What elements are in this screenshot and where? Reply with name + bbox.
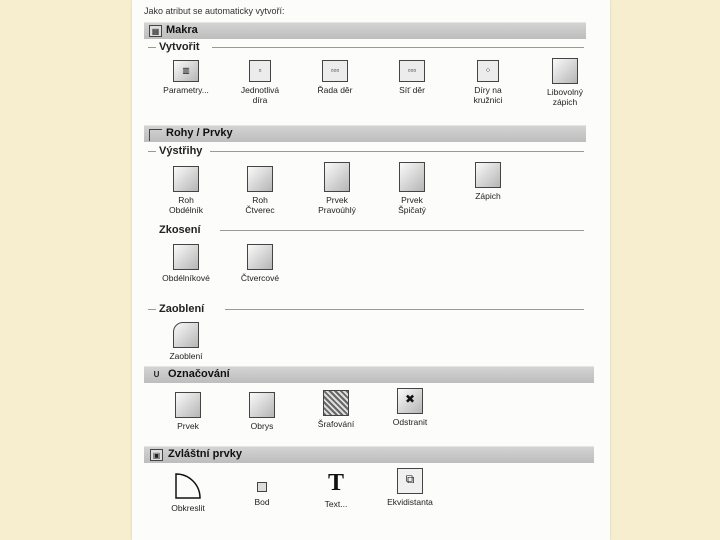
- mark-outline-icon: [249, 392, 275, 418]
- special-items-icon: ▣: [150, 449, 163, 461]
- chamfer-square-tool[interactable]: [230, 244, 290, 284]
- single-hole-label: Jednotlivá díra: [240, 85, 280, 105]
- feature-right-angle-icon: [324, 162, 350, 192]
- chamfer-rect-label: Obdélníkové: [162, 273, 210, 283]
- corner-square-tool[interactable]: [230, 166, 290, 216]
- subsection-vytvorit: Vytvořit: [159, 41, 200, 53]
- point-icon: [257, 482, 267, 492]
- corner-square-icon: [247, 166, 273, 192]
- mark-remove-icon: ✖: [397, 388, 423, 414]
- section-title-makra: Makra: [166, 24, 198, 36]
- circle-holes-label: Díry na kružnici: [473, 85, 503, 105]
- trace-label: Obkreslit: [171, 503, 205, 513]
- parameters-label: Parametry...: [163, 85, 209, 95]
- feature-pointed-tool[interactable]: [382, 162, 442, 216]
- divider: [225, 309, 584, 310]
- mark-outline-tool[interactable]: [232, 392, 292, 432]
- section-bar-makra: [144, 22, 586, 39]
- hole-grid-tool[interactable]: [382, 60, 442, 96]
- subsection-zaobleni: Zaoblení: [159, 303, 205, 315]
- feature-pointed-icon: [399, 162, 425, 192]
- feature-pointed-label: Prvek Špičatý: [398, 195, 426, 215]
- chamfer-rect-tool[interactable]: [156, 244, 216, 284]
- section-title-zvlastni: Zvláštní prvky: [168, 448, 242, 460]
- custom-notch-tool[interactable]: [535, 58, 595, 108]
- subsection-zkoseni: Zkosení: [159, 224, 201, 236]
- mark-feature-icon: [175, 392, 201, 418]
- text-icon: T: [327, 470, 344, 496]
- hole-row-icon: ▫▫▫: [322, 60, 348, 82]
- divider: [212, 47, 584, 48]
- circle-holes-icon: ⁘: [477, 60, 499, 82]
- notch-icon: [475, 162, 501, 188]
- mark-feature-tool[interactable]: [158, 392, 218, 432]
- trace-icon: [174, 472, 202, 500]
- parameters-tool[interactable]: [156, 60, 216, 96]
- custom-notch-label: Libovolný zápich: [547, 87, 583, 107]
- divider: [148, 309, 156, 310]
- fillet-tool[interactable]: [156, 322, 216, 362]
- divider: [220, 230, 584, 231]
- chamfer-square-icon: [247, 244, 273, 270]
- offset-tool[interactable]: [380, 468, 440, 508]
- fillet-icon: [173, 322, 199, 348]
- custom-notch-icon: [552, 58, 578, 84]
- corner-icon: [149, 129, 162, 141]
- subsection-vystrihy: Výstřihy: [159, 145, 203, 157]
- corner-rect-tool[interactable]: [156, 166, 216, 216]
- single-hole-tool[interactable]: [230, 60, 290, 106]
- circle-holes-tool[interactable]: [458, 60, 518, 106]
- mark-hatch-label: Šrafování: [317, 419, 355, 429]
- feature-right-angle-label: Prvek Pravoúhlý: [318, 195, 356, 215]
- intro-text: Jako atribut se automaticky vytvoří:: [144, 6, 285, 16]
- feature-right-angle-tool[interactable]: [307, 162, 367, 216]
- chamfer-square-label: Čtvercové: [240, 273, 280, 283]
- divider: [148, 47, 156, 48]
- divider: [210, 151, 584, 152]
- single-hole-icon: ▫: [249, 60, 271, 82]
- mark-hatch-icon: [323, 390, 349, 416]
- hole-row-tool[interactable]: [305, 60, 365, 96]
- offset-icon: ⧉: [397, 468, 423, 494]
- hole-grid-icon: ▫▫▫: [399, 60, 425, 82]
- chamfer-rect-icon: [173, 244, 199, 270]
- marking-icon: U: [153, 370, 160, 379]
- section-title-rohy: Rohy / Prvky: [166, 127, 233, 139]
- parameters-icon: ▥: [173, 60, 199, 82]
- hole-row-label: Řada děr: [317, 85, 353, 95]
- corner-square-label: Roh Čtverec: [245, 195, 275, 215]
- offset-label: Ekvidistanta: [387, 497, 433, 507]
- mark-remove-tool[interactable]: [380, 388, 440, 428]
- mark-hatch-tool[interactable]: [306, 390, 366, 430]
- quarter-arc-icon: [174, 472, 202, 500]
- point-tool[interactable]: [232, 476, 292, 508]
- text-label: Text...: [324, 499, 348, 509]
- divider: [148, 151, 156, 152]
- notch-tool[interactable]: [458, 162, 518, 202]
- corner-rect-label: Roh Obdélník: [168, 195, 204, 215]
- hole-grid-label: Síť děr: [399, 85, 425, 95]
- corner-rect-icon: [173, 166, 199, 192]
- mark-remove-label: Odstranit: [392, 417, 428, 427]
- mark-feature-label: Prvek: [177, 421, 199, 431]
- point-label: Bod: [254, 497, 270, 507]
- section-title-oznacovani: Označování: [168, 368, 230, 380]
- mark-outline-label: Obrys: [250, 421, 274, 431]
- fillet-label: Zaoblení: [169, 351, 203, 361]
- text-tool[interactable]: [306, 470, 366, 510]
- macro-icon: ▦: [149, 25, 162, 37]
- trace-tool[interactable]: [158, 472, 218, 514]
- notch-label: Zápich: [475, 191, 501, 201]
